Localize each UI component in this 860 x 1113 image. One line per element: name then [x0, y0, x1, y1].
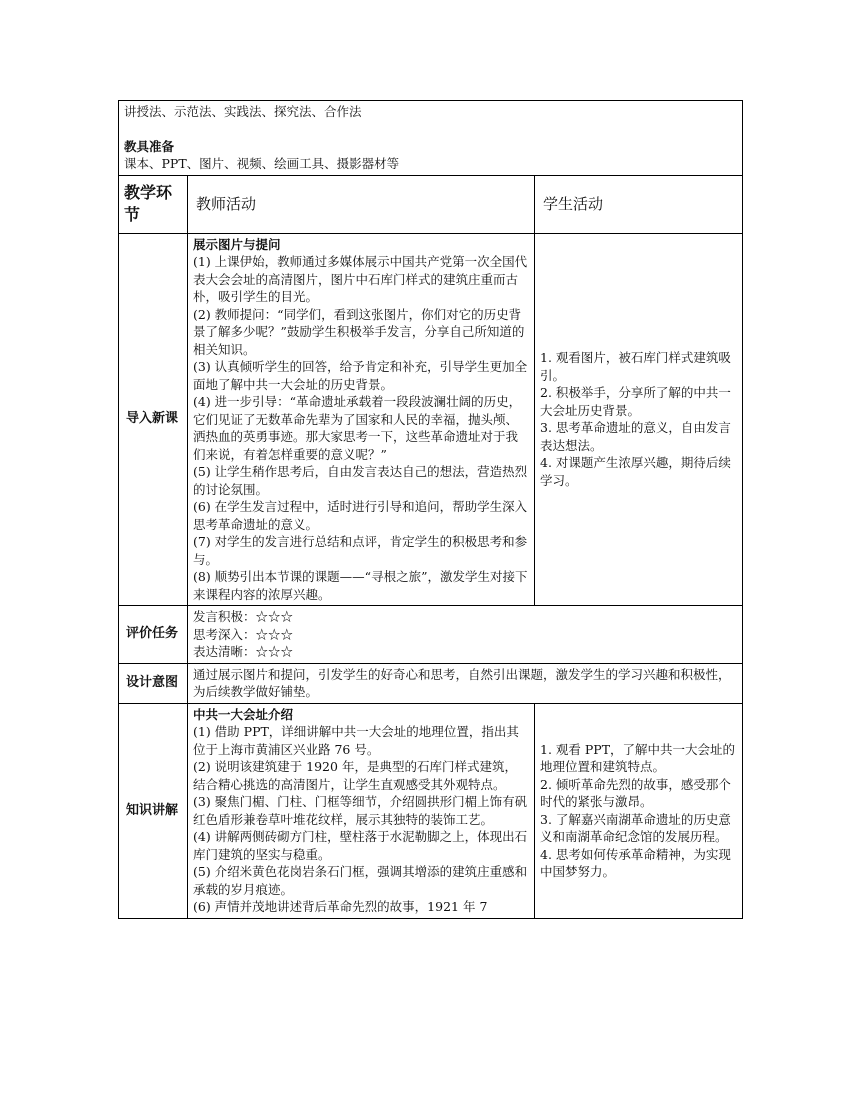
intro-student-cell [535, 233, 743, 606]
methods-cell [119, 101, 743, 176]
methods-row [119, 101, 743, 176]
knowledge-item: (6) 声情并茂地讲述背后革命先烈的故事，1921 年 7 [193, 899, 488, 914]
header-student: 学生活动 [535, 175, 743, 233]
lesson-plan-table [118, 100, 743, 919]
intro-student-item: 1. 观看图片，被石库门样式建筑吸引。 [540, 350, 731, 383]
eval-item: 发言积极：☆☆☆ [193, 609, 294, 624]
knowledge-item: (5) 介绍米黄色花岗岩条石门框，强调其增添的建筑庄重感和承载的岁月痕迹。 [193, 864, 528, 897]
intro-item: (3) 认真倾听学生的回答，给予肯定和补充，引导学生更加全面地了解中共一大会址的历史背景。 [193, 359, 528, 392]
intro-item: (1) 上课伊始，教师通过多媒体展示中国共产党第一次全国代表大会会址的高清图片，图片中石库门样式的建筑庄重而古朴，吸引学生的目光。 [193, 254, 528, 304]
blank-line [124, 121, 737, 138]
design-stage: 设计意图 [119, 663, 188, 703]
knowledge-student-item: 3. 了解嘉兴南湖革命遗址的历史意义和南湖革命纪念馆的发展历程。 [540, 811, 731, 844]
eval-cell [188, 606, 743, 664]
intro-student-item: 4. 对课题产生浓厚兴趣，期待后续学习。 [540, 455, 731, 488]
knowledge-item: (1) 借助 PPT，详细讲解中共一大会址的地理位置，指出其位于上海市黄浦区兴业路 76 号。 [193, 724, 519, 757]
header-teacher: 教师活动 [188, 175, 535, 233]
knowledge-title: 中共一大会址介绍 [193, 706, 294, 722]
knowledge-stage: 知识讲解 [119, 703, 188, 918]
knowledge-teacher-cell [188, 703, 535, 918]
knowledge-student-item: 1. 观看 PPT，了解中共一大会址的地理位置和建筑特点。 [540, 741, 736, 774]
intro-item: (7) 对学生的发言进行总结和点评，肯定学生的积极思考和参与。 [193, 534, 528, 567]
teaching-methods: 讲授法、示范法、实践法、探究法、合作法 [124, 104, 362, 119]
intro-stage: 导入新课 [119, 233, 188, 606]
intro-item: (4) 进一步引导：“革命遗址承载着一段段波澜壮阔的历史，它们见证了无数革命先辈为了国家和人民的幸福，抛头颅、洒热血的英勇事迹。那大家思考一下，这些革命遗址对于我们来说，有着怎样重要的意义呢？” [193, 394, 522, 462]
eval-stage: 评价任务 [119, 606, 188, 664]
header-stage: 教学环节 [119, 175, 188, 233]
intro-item: (6) 在学生发言过程中，适时进行引导和追问，帮助学生深入思考革命遗址的意义。 [193, 499, 528, 532]
design-row [119, 663, 743, 703]
knowledge-row [119, 703, 743, 918]
eval-item: 表达清晰：☆☆☆ [193, 644, 294, 659]
knowledge-item: (2) 说明该建筑建于 1920 年，是典型的石库门样式建筑，结合精心挑选的高清图片，让学生直观感受其外观特点。 [193, 759, 517, 792]
design-cell [188, 663, 743, 703]
lesson-plan-page [118, 100, 742, 919]
knowledge-item: (4) 讲解两侧砖砌方门柱，壁柱落于水泥勒脚之上，体现出石库门建筑的坚实与稳重。 [193, 829, 528, 862]
intro-student-item: 3. 思考革命遗址的意义，自由发言表达想法。 [540, 420, 731, 453]
intro-item: (8) 顺势引出本节课的课题——“寻根之旅”，激发学生对接下来课程内容的浓厚兴趣。 [193, 569, 528, 602]
knowledge-student-item: 2. 倾听革命先烈的故事，感受那个时代的紧张与激昂。 [540, 776, 731, 809]
eval-row [119, 606, 743, 664]
knowledge-item: (3) 聚焦门楣、门柱、门框等细节，介绍圆拱形门楣上饰有矾红色盾形兼卷草叶堆花纹样，展示其独特的装饰工艺。 [193, 794, 528, 827]
eval-item: 思考深入：☆☆☆ [193, 626, 294, 642]
knowledge-student-cell [535, 703, 743, 918]
header-row [119, 175, 743, 233]
intro-student-item: 2. 积极举手，分享所了解的中共一大会址历史背景。 [540, 385, 731, 418]
tools-list: 课本、PPT、图片、视频、绘画工具、摄影器材等 [124, 156, 400, 171]
intro-item: (2) 教师提问：“同学们，看到这张图片，你们对它的历史背景了解多少呢？”鼓励学生积极举手发言，分享自己所知道的相关知识。 [193, 306, 525, 357]
intro-title: 展示图片与提问 [193, 236, 281, 252]
tools-title: 教具准备 [124, 138, 175, 154]
intro-row [119, 233, 743, 606]
knowledge-student-item: 4. 思考如何传承革命精神，为实现中国梦努力。 [540, 846, 731, 879]
intro-teacher-cell [188, 233, 535, 606]
intro-item: (5) 让学生稍作思考后，自由发言表达自己的想法，营造热烈的讨论氛围。 [193, 464, 528, 497]
design-text: 通过展示图片和提问，引发学生的好奇心和思考，自然引出课题，激发学生的学习兴趣和积极性，为后续教学做好铺垫。 [193, 666, 731, 699]
